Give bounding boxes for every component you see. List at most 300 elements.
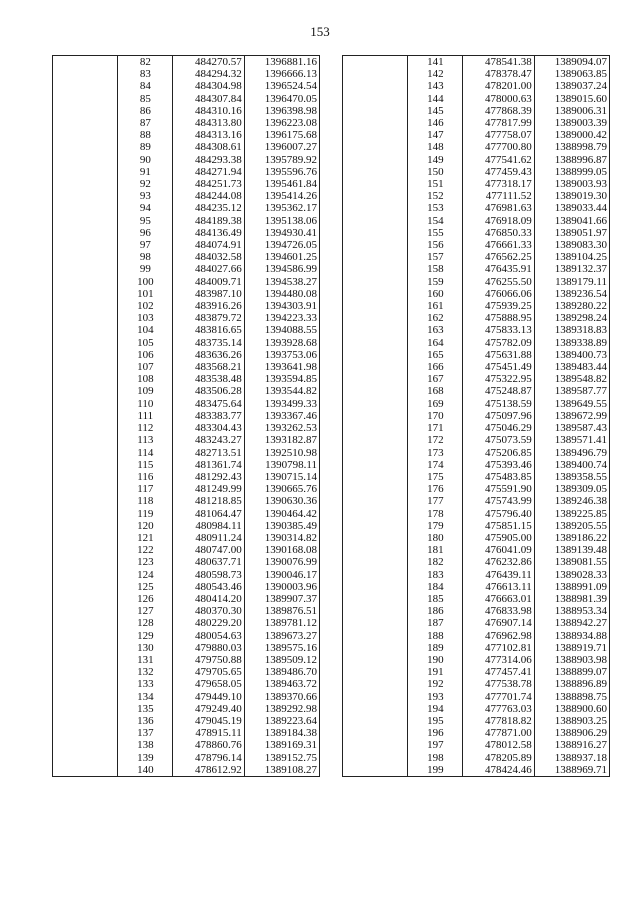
table-row [343, 300, 610, 312]
table-row [53, 337, 320, 349]
table-row [53, 434, 320, 446]
blank-cell [53, 593, 118, 605]
y-coordinate-cell: 1389041.66 [534, 215, 609, 227]
x-coordinate-cell: 484009.71 [173, 276, 244, 288]
blank-cell [53, 288, 118, 300]
point-number-cell: 111 [118, 410, 173, 422]
x-coordinate-cell: 478915.11 [173, 727, 244, 739]
y-coordinate-cell: 1388998.79 [534, 141, 609, 153]
point-number-cell: 158 [408, 263, 463, 275]
table-row [343, 68, 610, 80]
table-row [343, 141, 610, 153]
point-number-cell: 184 [408, 581, 463, 593]
x-coordinate-cell: 479750.88 [173, 654, 244, 666]
table-row [53, 483, 320, 495]
point-number-cell: 142 [408, 68, 463, 80]
blank-cell [343, 105, 408, 117]
y-coordinate-cell: 1396398.98 [244, 105, 319, 117]
x-coordinate-cell: 477700.80 [463, 141, 534, 153]
point-number-cell: 84 [118, 80, 173, 92]
y-coordinate-cell: 1390665.76 [244, 483, 319, 495]
point-number-cell: 135 [118, 703, 173, 715]
blank-cell [343, 80, 408, 92]
x-coordinate-cell: 483506.28 [173, 385, 244, 397]
point-number-cell: 192 [408, 678, 463, 690]
table-row [343, 349, 610, 361]
table-row [343, 385, 610, 397]
y-coordinate-cell: 1393182.87 [244, 434, 319, 446]
blank-cell [53, 190, 118, 202]
blank-cell [343, 141, 408, 153]
y-coordinate-cell: 1389205.55 [534, 520, 609, 532]
blank-cell [343, 239, 408, 251]
y-coordinate-cell: 1388937.18 [534, 752, 609, 764]
point-number-cell: 185 [408, 593, 463, 605]
x-coordinate-cell: 480054.63 [173, 630, 244, 642]
table-row [53, 288, 320, 300]
x-coordinate-cell: 475591.90 [463, 483, 534, 495]
table-row [343, 398, 610, 410]
x-coordinate-cell: 484308.61 [173, 141, 244, 153]
y-coordinate-cell: 1389672.99 [534, 410, 609, 422]
table-row [53, 141, 320, 153]
x-coordinate-cell: 477538.78 [463, 678, 534, 690]
table-row [343, 361, 610, 373]
x-coordinate-cell: 480414.20 [173, 593, 244, 605]
y-coordinate-cell: 1389063.85 [534, 68, 609, 80]
point-number-cell: 187 [408, 617, 463, 629]
table-row [343, 190, 610, 202]
blank-cell [343, 56, 408, 69]
y-coordinate-cell: 1389309.05 [534, 483, 609, 495]
table-row [343, 666, 610, 678]
y-coordinate-cell: 1394601.25 [244, 251, 319, 263]
table-row [53, 300, 320, 312]
blank-cell [343, 544, 408, 556]
table-row [53, 93, 320, 105]
point-number-cell: 130 [118, 642, 173, 654]
table-row [53, 410, 320, 422]
point-number-cell: 123 [118, 556, 173, 568]
table-row [53, 569, 320, 581]
blank-cell [343, 447, 408, 459]
x-coordinate-cell: 476850.33 [463, 227, 534, 239]
x-coordinate-cell: 476663.01 [463, 593, 534, 605]
x-coordinate-cell: 476833.98 [463, 605, 534, 617]
point-number-cell: 112 [118, 422, 173, 434]
table-row [343, 532, 610, 544]
blank-cell [53, 569, 118, 581]
table-row [343, 105, 610, 117]
blank-cell [343, 569, 408, 581]
blank-cell [53, 605, 118, 617]
y-coordinate-cell: 1389083.30 [534, 239, 609, 251]
table-row [343, 471, 610, 483]
blank-cell [343, 520, 408, 532]
y-coordinate-cell: 1394480.08 [244, 288, 319, 300]
blank-cell [53, 715, 118, 727]
x-coordinate-cell: 484294.32 [173, 68, 244, 80]
table-row [343, 312, 610, 324]
x-coordinate-cell: 483243.27 [173, 434, 244, 446]
y-coordinate-cell: 1393928.68 [244, 337, 319, 349]
blank-cell [53, 105, 118, 117]
point-number-cell: 127 [118, 605, 173, 617]
y-coordinate-cell: 1395414.26 [244, 190, 319, 202]
y-coordinate-cell: 1393641.98 [244, 361, 319, 373]
blank-cell [53, 166, 118, 178]
point-number-cell: 96 [118, 227, 173, 239]
blank-cell [53, 422, 118, 434]
x-coordinate-cell: 478424.46 [463, 764, 534, 777]
point-number-cell: 195 [408, 715, 463, 727]
x-coordinate-cell: 478000.63 [463, 93, 534, 105]
table-row [53, 630, 320, 642]
y-coordinate-cell: 1390715.14 [244, 471, 319, 483]
point-number-cell: 197 [408, 739, 463, 751]
blank-cell [343, 593, 408, 605]
x-coordinate-cell: 477871.00 [463, 727, 534, 739]
table-row [343, 373, 610, 385]
point-number-cell: 157 [408, 251, 463, 263]
blank-cell [343, 581, 408, 593]
point-number-cell: 141 [408, 56, 463, 69]
x-coordinate-cell: 484270.57 [173, 56, 244, 69]
x-coordinate-cell: 477111.52 [463, 190, 534, 202]
table-row [343, 288, 610, 300]
y-coordinate-cell: 1393262.53 [244, 422, 319, 434]
y-coordinate-cell: 1389028.33 [534, 569, 609, 581]
blank-cell [53, 337, 118, 349]
x-coordinate-cell: 477763.03 [463, 703, 534, 715]
y-coordinate-cell: 1389108.27 [244, 764, 319, 777]
y-coordinate-cell: 1392510.98 [244, 447, 319, 459]
y-coordinate-cell: 1389037.24 [534, 80, 609, 92]
point-number-cell: 106 [118, 349, 173, 361]
x-coordinate-cell: 477102.81 [463, 642, 534, 654]
table-row [343, 654, 610, 666]
blank-cell [53, 312, 118, 324]
table-row [343, 117, 610, 129]
x-coordinate-cell: 481064.47 [173, 508, 244, 520]
blank-cell [53, 739, 118, 751]
x-coordinate-cell: 484074.91 [173, 239, 244, 251]
blank-cell [53, 544, 118, 556]
x-coordinate-cell: 476661.33 [463, 239, 534, 251]
y-coordinate-cell: 1396666.13 [244, 68, 319, 80]
point-number-cell: 124 [118, 569, 173, 581]
x-coordinate-cell: 480543.46 [173, 581, 244, 593]
table-row [343, 166, 610, 178]
table-row [53, 520, 320, 532]
point-number-cell: 92 [118, 178, 173, 190]
point-number-cell: 118 [118, 495, 173, 507]
table-row [343, 593, 610, 605]
y-coordinate-cell: 1389673.27 [244, 630, 319, 642]
blank-cell [343, 483, 408, 495]
blank-cell [53, 361, 118, 373]
table-row [343, 459, 610, 471]
blank-cell [343, 654, 408, 666]
blank-cell [343, 337, 408, 349]
x-coordinate-cell: 477314.06 [463, 654, 534, 666]
table-row [53, 190, 320, 202]
blank-cell [53, 215, 118, 227]
table-row [343, 251, 610, 263]
table-row [343, 239, 610, 251]
table-row [343, 410, 610, 422]
blank-cell [53, 471, 118, 483]
table-row [53, 239, 320, 251]
blank-cell [53, 385, 118, 397]
x-coordinate-cell: 484313.16 [173, 129, 244, 141]
y-coordinate-cell: 1388903.25 [534, 715, 609, 727]
x-coordinate-cell: 475743.99 [463, 495, 534, 507]
x-coordinate-cell: 476041.09 [463, 544, 534, 556]
y-coordinate-cell: 1389587.43 [534, 422, 609, 434]
x-coordinate-cell: 483735.14 [173, 337, 244, 349]
blank-cell [53, 678, 118, 690]
point-number-cell: 176 [408, 483, 463, 495]
x-coordinate-cell: 476962.98 [463, 630, 534, 642]
point-number-cell: 94 [118, 202, 173, 214]
x-coordinate-cell: 475483.85 [463, 471, 534, 483]
y-coordinate-cell: 1389876.51 [244, 605, 319, 617]
x-coordinate-cell: 477701.74 [463, 691, 534, 703]
x-coordinate-cell: 482713.51 [173, 447, 244, 459]
y-coordinate-cell: 1388900.60 [534, 703, 609, 715]
blank-cell [53, 202, 118, 214]
blank-cell [343, 251, 408, 263]
point-number-cell: 199 [408, 764, 463, 777]
point-number-cell: 109 [118, 385, 173, 397]
blank-cell [343, 642, 408, 654]
blank-cell [343, 117, 408, 129]
y-coordinate-cell: 1389003.39 [534, 117, 609, 129]
x-coordinate-cell: 483475.64 [173, 398, 244, 410]
x-coordinate-cell: 476981.63 [463, 202, 534, 214]
x-coordinate-cell: 477541.62 [463, 154, 534, 166]
y-coordinate-cell: 1390076.99 [244, 556, 319, 568]
blank-cell [343, 703, 408, 715]
coordinate-table-right-body [343, 56, 610, 777]
point-number-cell: 178 [408, 508, 463, 520]
y-coordinate-cell: 1389184.38 [244, 727, 319, 739]
y-coordinate-cell: 1394586.99 [244, 263, 319, 275]
point-number-cell: 177 [408, 495, 463, 507]
x-coordinate-cell: 476907.14 [463, 617, 534, 629]
table-row [343, 752, 610, 764]
point-number-cell: 165 [408, 349, 463, 361]
blank-cell [343, 508, 408, 520]
point-number-cell: 186 [408, 605, 463, 617]
x-coordinate-cell: 476439.11 [463, 569, 534, 581]
point-number-cell: 146 [408, 117, 463, 129]
x-coordinate-cell: 484136.49 [173, 227, 244, 239]
point-number-cell: 160 [408, 288, 463, 300]
x-coordinate-cell: 478378.47 [463, 68, 534, 80]
y-coordinate-cell: 1396881.16 [244, 56, 319, 69]
blank-cell [53, 532, 118, 544]
x-coordinate-cell: 484310.16 [173, 105, 244, 117]
coordinate-table-right [342, 55, 610, 777]
point-number-cell: 189 [408, 642, 463, 654]
y-coordinate-cell: 1390003.96 [244, 581, 319, 593]
point-number-cell: 131 [118, 654, 173, 666]
y-coordinate-cell: 1389169.31 [244, 739, 319, 751]
y-coordinate-cell: 1389292.98 [244, 703, 319, 715]
blank-cell [343, 434, 408, 446]
y-coordinate-cell: 1389338.89 [534, 337, 609, 349]
point-number-cell: 148 [408, 141, 463, 153]
x-coordinate-cell: 476918.09 [463, 215, 534, 227]
y-coordinate-cell: 1395138.06 [244, 215, 319, 227]
y-coordinate-cell: 1389223.64 [244, 715, 319, 727]
table-row [343, 447, 610, 459]
table-row [343, 202, 610, 214]
point-number-cell: 116 [118, 471, 173, 483]
point-number-cell: 172 [408, 434, 463, 446]
table-row [53, 251, 320, 263]
y-coordinate-cell: 1389132.37 [534, 263, 609, 275]
y-coordinate-cell: 1389104.25 [534, 251, 609, 263]
blank-cell [343, 93, 408, 105]
table-row [343, 691, 610, 703]
point-number-cell: 95 [118, 215, 173, 227]
coordinate-table-left-body [53, 56, 320, 777]
blank-cell [53, 508, 118, 520]
y-coordinate-cell: 1389649.55 [534, 398, 609, 410]
table-row [53, 80, 320, 92]
x-coordinate-cell: 479880.03 [173, 642, 244, 654]
table-row [53, 703, 320, 715]
table-row [343, 569, 610, 581]
x-coordinate-cell: 475322.95 [463, 373, 534, 385]
point-number-cell: 154 [408, 215, 463, 227]
point-number-cell: 143 [408, 80, 463, 92]
point-number-cell: 190 [408, 654, 463, 666]
table-row [53, 227, 320, 239]
x-coordinate-cell: 478612.92 [173, 764, 244, 777]
point-number-cell: 107 [118, 361, 173, 373]
y-coordinate-cell: 1388969.71 [534, 764, 609, 777]
table-row [53, 129, 320, 141]
table-row [53, 495, 320, 507]
table-row [343, 495, 610, 507]
x-coordinate-cell: 475393.46 [463, 459, 534, 471]
blank-cell [343, 422, 408, 434]
table-row [343, 80, 610, 92]
point-number-cell: 132 [118, 666, 173, 678]
y-coordinate-cell: 1389000.42 [534, 129, 609, 141]
point-number-cell: 137 [118, 727, 173, 739]
table-row [343, 276, 610, 288]
point-number-cell: 144 [408, 93, 463, 105]
point-number-cell: 128 [118, 617, 173, 629]
y-coordinate-cell: 1393499.33 [244, 398, 319, 410]
y-coordinate-cell: 1395461.84 [244, 178, 319, 190]
blank-cell [53, 666, 118, 678]
blank-cell [343, 276, 408, 288]
y-coordinate-cell: 1389463.72 [244, 678, 319, 690]
blank-cell [343, 288, 408, 300]
point-number-cell: 110 [118, 398, 173, 410]
table-row [53, 56, 320, 69]
table-row [343, 324, 610, 336]
x-coordinate-cell: 478860.76 [173, 739, 244, 751]
table-row [53, 215, 320, 227]
blank-cell [53, 80, 118, 92]
x-coordinate-cell: 483568.21 [173, 361, 244, 373]
blank-cell [343, 178, 408, 190]
point-number-cell: 120 [118, 520, 173, 532]
y-coordinate-cell: 1394726.05 [244, 239, 319, 251]
x-coordinate-cell: 483383.77 [173, 410, 244, 422]
x-coordinate-cell: 475631.88 [463, 349, 534, 361]
x-coordinate-cell: 479249.40 [173, 703, 244, 715]
table-row [53, 752, 320, 764]
point-number-cell: 173 [408, 447, 463, 459]
table-row [53, 447, 320, 459]
blank-cell [343, 727, 408, 739]
table-row [53, 166, 320, 178]
table-row [53, 459, 320, 471]
x-coordinate-cell: 484251.73 [173, 178, 244, 190]
blank-cell [343, 215, 408, 227]
y-coordinate-cell: 1394303.91 [244, 300, 319, 312]
table-row [53, 605, 320, 617]
table-row [343, 483, 610, 495]
blank-cell [53, 300, 118, 312]
table-row [53, 764, 320, 777]
blank-cell [343, 764, 408, 777]
x-coordinate-cell: 484244.08 [173, 190, 244, 202]
x-coordinate-cell: 483879.72 [173, 312, 244, 324]
x-coordinate-cell: 475097.96 [463, 410, 534, 422]
y-coordinate-cell: 1388898.75 [534, 691, 609, 703]
y-coordinate-cell: 1388896.89 [534, 678, 609, 690]
point-number-cell: 114 [118, 447, 173, 459]
table-row [53, 532, 320, 544]
blank-cell [343, 166, 408, 178]
x-coordinate-cell: 477817.99 [463, 117, 534, 129]
y-coordinate-cell: 1389571.41 [534, 434, 609, 446]
y-coordinate-cell: 1388903.98 [534, 654, 609, 666]
point-number-cell: 86 [118, 105, 173, 117]
point-number-cell: 162 [408, 312, 463, 324]
table-row [343, 678, 610, 690]
table-row [53, 544, 320, 556]
table-row [53, 715, 320, 727]
point-number-cell: 88 [118, 129, 173, 141]
blank-cell [343, 752, 408, 764]
x-coordinate-cell: 479045.19 [173, 715, 244, 727]
x-coordinate-cell: 483916.26 [173, 300, 244, 312]
x-coordinate-cell: 483816.65 [173, 324, 244, 336]
point-number-cell: 90 [118, 154, 173, 166]
point-number-cell: 147 [408, 129, 463, 141]
x-coordinate-cell: 475833.13 [463, 324, 534, 336]
blank-cell [343, 154, 408, 166]
x-coordinate-cell: 475939.25 [463, 300, 534, 312]
table-row [343, 93, 610, 105]
point-number-cell: 152 [408, 190, 463, 202]
y-coordinate-cell: 1389358.55 [534, 471, 609, 483]
blank-cell [53, 483, 118, 495]
x-coordinate-cell: 480984.11 [173, 520, 244, 532]
y-coordinate-cell: 1388996.87 [534, 154, 609, 166]
table-row [53, 666, 320, 678]
